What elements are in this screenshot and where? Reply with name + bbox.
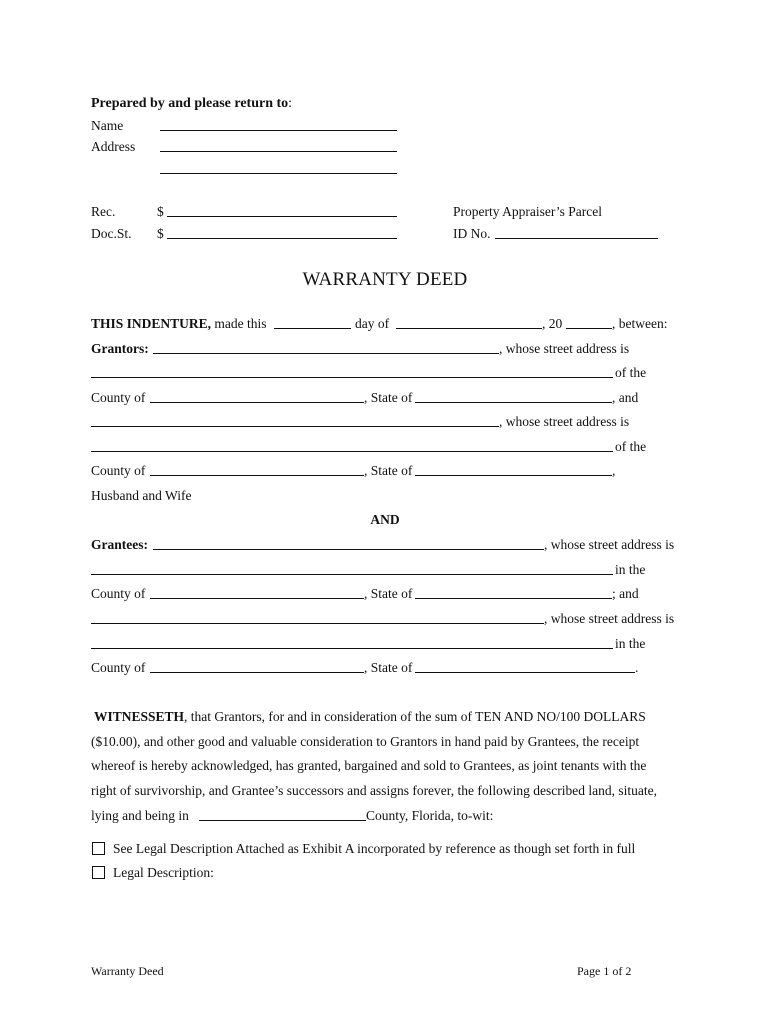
grantor-2-state-label: , State of — [364, 463, 413, 478]
grantor-1-address-line[interactable] — [91, 377, 613, 378]
grantor-1-state-label: , State of — [364, 390, 413, 405]
docst-label: Doc.St. — [91, 226, 132, 241]
exhibit-checkbox[interactable] — [92, 842, 105, 855]
page-number: Page 1 of 2 — [577, 964, 632, 978]
grantor-1-street-text: , whose street address is — [499, 341, 630, 356]
grantor-1-county-line[interactable] — [150, 402, 364, 403]
grantee-1-county-label: County of — [91, 586, 146, 601]
grantee-1-name-line[interactable] — [153, 549, 544, 550]
rec-dollar-sign: $ — [157, 204, 164, 219]
county-situate-line[interactable] — [199, 820, 366, 821]
footer-title: Warranty Deed — [91, 964, 164, 978]
grantor-2-county-label: County of — [91, 463, 146, 478]
witnesseth-line-4: right of survivorship, and Grantee’s successors and assigns forever, the following described land, situate, — [91, 783, 657, 798]
between-text: , between: — [612, 316, 668, 331]
grantee-1-and: ; and — [612, 586, 639, 601]
grantor-2-state-line[interactable] — [415, 475, 612, 476]
witnesseth-line-1: WITNESSETH, that Grantors, for and in consideration of the sum of TEN AND NO/100 DOLLARS — [94, 709, 646, 724]
grantee-2-state-label: , State of — [364, 660, 413, 675]
grantors-label: Grantors: — [91, 341, 149, 356]
name-line[interactable] — [160, 130, 397, 131]
grantor-1-county-label: County of — [91, 390, 146, 405]
grantee-1-state-label: , State of — [364, 586, 413, 601]
grantees-label: Grantees: — [91, 537, 148, 552]
address-line-2[interactable] — [160, 173, 397, 174]
indenture-day-line[interactable] — [274, 328, 351, 329]
husband-and-wife: Husband and Wife — [91, 488, 192, 503]
address-line-1[interactable] — [160, 151, 397, 152]
day-of-text: day of — [355, 316, 390, 331]
name-label: Name — [91, 118, 124, 133]
grantor-2-name-line[interactable] — [91, 426, 499, 427]
docst-amount-line[interactable] — [167, 238, 397, 239]
legal-description-checkbox[interactable] — [92, 866, 105, 879]
legal-description-label: Legal Description: — [113, 865, 214, 880]
grantee-2-county-label: County of — [91, 660, 146, 675]
grantor-1-name-line[interactable] — [153, 353, 499, 354]
grantee-2-street-text: , whose street address is — [544, 611, 675, 626]
grantee-1-address-line[interactable] — [91, 574, 613, 575]
grantee-2-name-line[interactable] — [91, 623, 544, 624]
rec-label: Rec. — [91, 204, 116, 219]
witnesseth-line-5a: lying and being in — [91, 808, 189, 823]
grantor-1-and: , and — [612, 390, 639, 405]
grantor-1-state-line[interactable] — [415, 402, 612, 403]
indenture-month-line[interactable] — [396, 328, 542, 329]
grantee-2-period: . — [635, 660, 639, 675]
year-prefix-text: , 20 — [542, 316, 563, 331]
id-no-line[interactable] — [495, 238, 658, 239]
and-separator: AND — [370, 512, 400, 527]
id-no-label: ID No. — [453, 226, 491, 241]
grantee-2-address-line[interactable] — [91, 648, 613, 649]
grantee-1-county-line[interactable] — [150, 598, 364, 599]
grantee-2-state-line[interactable] — [415, 672, 635, 673]
grantee-1-in-the: in the — [615, 562, 646, 577]
parcel-label: Property Appraiser’s Parcel — [453, 204, 602, 219]
grantee-1-street-text: , whose street address is — [544, 537, 675, 552]
witnesseth-line-2: ($10.00), and other good and valuable consideration to Grantors in hand paid by Grantees, the receipt — [91, 734, 640, 749]
address-label: Address — [91, 139, 136, 154]
grantor-2-of-the: of the — [615, 439, 647, 454]
grantee-2-in-the: in the — [615, 636, 646, 651]
docst-dollar-sign: $ — [157, 226, 164, 241]
grantor-2-comma: , — [612, 463, 616, 478]
witnesseth-line-5b: County, Florida, to-wit: — [366, 808, 494, 823]
document-title: WARRANTY DEED — [302, 269, 468, 290]
rec-amount-line[interactable] — [167, 216, 397, 217]
grantor-2-street-text: , whose street address is — [499, 414, 630, 429]
grantor-1-of-the: of the — [615, 365, 647, 380]
exhibit-option-label: See Legal Description Attached as Exhibit A incorporated by reference as though set forth in full — [113, 841, 636, 856]
indenture-text: THIS INDENTURE, made this — [91, 316, 267, 331]
grantor-2-county-line[interactable] — [150, 475, 364, 476]
prepared-by-heading: Prepared by and please return to: — [91, 96, 293, 111]
witnesseth-line-3: whereof is hereby acknowledged, has granted, bargained and sold to Grantees, as joint tenants with the — [91, 758, 647, 773]
grantee-2-county-line[interactable] — [150, 672, 364, 673]
grantee-1-state-line[interactable] — [415, 598, 612, 599]
indenture-year-line[interactable] — [566, 328, 612, 329]
grantor-2-address-line[interactable] — [91, 451, 613, 452]
